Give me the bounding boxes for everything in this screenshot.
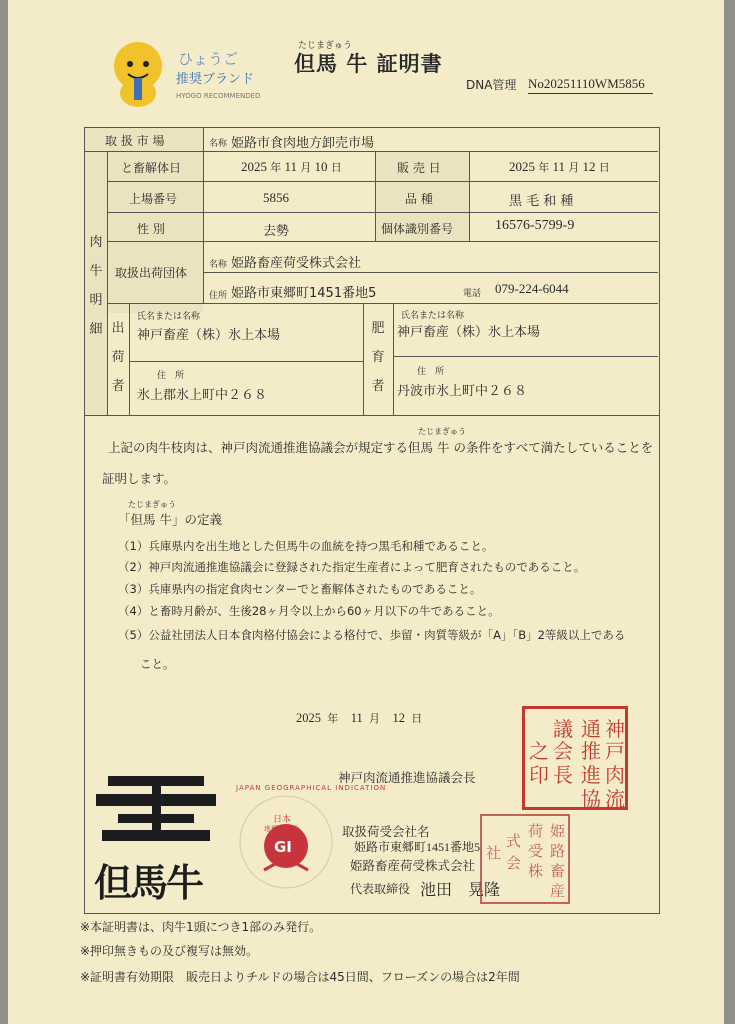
logo-text-english: HYOGO RECOMMENDED [176,92,261,100]
company-address: 姫路市東郷町1451番地5 [354,840,481,854]
lot-value: 5856 [263,190,289,205]
seal-char: 推 [581,739,601,763]
lot-label: 上場番号 [129,192,178,206]
seal-char: 神 [605,717,625,741]
seal-char: 会 [553,739,573,763]
farmer-name-caption: 氏名または名称 [401,311,465,321]
farmer-label-text: 肥育者 [371,321,385,394]
sale-day: 12 [582,159,596,174]
company-name: 姫路畜産荷受株式会社 [350,858,476,873]
seal-char: 印 [529,763,549,787]
definition-4: （4）と畜時月齢が、生後28ヶ月令以上から60ヶ月以下の牛であること。 [118,604,500,618]
seal-char: 株 [528,862,544,880]
shipper-name: 神戸畜産（株）氷上本場 [137,328,281,343]
gi-box-text-2: 地理的表示 [264,825,299,833]
org-addr-prefix: 住所 [209,291,228,301]
org-addr: 姫路市東郷町1451番地5 [231,286,377,301]
tajima-logo-text: 但馬牛 [94,861,203,905]
seal-char: 流 [605,787,625,811]
seal-char: 戸 [605,739,625,763]
sale-label: 販 売 日 [397,161,441,175]
slaughter-day: 10 [314,159,328,174]
day-unit: 日 [330,162,342,174]
farmer-name: 神戸畜産（株）氷上本場 [397,325,541,340]
month-unit: 月 [300,162,312,174]
footnote-1: ※本証明書は、肉牛1頭につき1部のみ発行。 [80,920,322,934]
shipper-name-caption: 氏名または名称 [137,312,201,322]
year-unit: 年 [270,162,282,174]
council-name: 神戸肉流通推進協議会長 [338,770,476,785]
shipper-org-label: 取扱出荷団体 [115,266,188,280]
issue-month: 11 [350,711,363,725]
logo-text-brand: 推奨ブランド [176,72,255,87]
farmer-label [371,314,385,401]
issue-year: 2025 [296,711,321,725]
day-unit: 日 [598,162,610,174]
seal-char: 議 [553,717,573,741]
page-title: 但馬 牛 証明書 [294,52,443,76]
section-label-text: 肉牛明細 [89,235,103,337]
issue-day: 12 [392,711,406,725]
gi-mark-text: GI [274,838,292,856]
hyogo-brand-logo [108,38,268,113]
company-title: 取扱荷受会社名 [342,824,430,839]
company-seal [480,814,570,904]
farmer-addr: 丹波市氷上町中２６８ [397,384,528,399]
definition-5-end: こと。 [140,657,175,671]
definition-2: （2）神戸肉流通推進協議会に登録された指定生産者によって肥育されたものであること。 [118,560,586,574]
definition-ruby: たじまぎゅう [128,500,176,509]
seal-char: 通 [581,717,601,741]
id-label: 個体識別番号 [381,222,454,236]
footnote-2: ※押印無きもの及び複写は無効。 [80,944,259,958]
definition-1: （1）兵庫県内を出生地とした但馬牛の血統を持つ黒毛和種であること。 [118,539,494,553]
slaughter-month: 11 [284,159,298,174]
farmer-addr-caption: 住 所 [417,367,445,377]
breed-value: 黒 毛 和 種 [509,194,574,209]
dna-label: DNA管理 [466,78,517,92]
gi-arc-text: JAPAN GEOGRAPHICAL INDICATION [236,784,387,792]
seal-char: 肉 [605,763,625,787]
month-unit: 月 [568,162,580,174]
sale-month: 11 [552,159,566,174]
certification-text-end: 証明します。 [102,471,177,486]
market-value: 姫路市食肉地方卸売市場 [231,136,375,151]
council-seal [522,706,628,810]
shipper-addr: 氷上郡氷上町中２６８ [137,388,268,403]
seal-char: 荷 [528,822,544,840]
shipper-label [111,314,125,401]
gi-box-text-1: 日本 [273,815,292,825]
title-ruby: たじまぎゅう [298,41,353,51]
slaughter-label: と畜解体日 [121,161,182,175]
rep-name: 池田 晃隆 [420,880,501,899]
seal-char: 畜 [550,862,566,880]
market-label: 取 扱 市 場 [105,134,165,148]
seal-char: 産 [550,882,566,900]
section-label [89,228,103,344]
rep-title: 代表取締役 [350,882,411,896]
issue-date [296,710,422,726]
mascot-icon [108,38,168,108]
seal-char: 長 [553,763,573,787]
footnote-3: ※証明書有効期限 販売日よりチルドの場合は45日間、フローズンの場合は2年間 [80,970,520,984]
logo-text-hyogo: ひょうご [178,50,239,68]
sex-value: 去勢 [263,224,290,239]
seal-char: 之 [529,739,549,763]
day-unit: 日 [411,713,423,725]
certification-text: 上記の肉牛枝肉は、神戸肉流通推進協議会が規定する但馬 牛 の条件をすべて満たしていることを [108,440,654,455]
sex-label: 性 別 [137,222,165,236]
para-ruby: たじまぎゅう [418,427,466,436]
org-tel-prefix: 電話 [463,289,482,299]
sale-date [509,159,610,175]
breed-label: 品 種 [405,192,433,206]
slaughter-year: 2025 [241,159,267,174]
cattle-details-table [84,127,660,416]
shipper-addr-caption: 住 所 [157,371,185,381]
definition-title: 「但馬 牛」の定義 [118,512,222,527]
seal-char: 会 [506,854,522,872]
slaughter-date [241,159,342,175]
seal-char: 路 [550,842,566,860]
market-name-prefix: 名称 [209,139,228,149]
seal-char: 進 [581,763,601,787]
sale-year: 2025 [509,159,535,174]
seal-char: 受 [528,842,544,860]
id-value: 16576-5799-9 [495,218,575,233]
org-tel: 079-224-6044 [495,281,569,296]
shipper-label-text: 出荷者 [111,321,125,394]
month-unit: 月 [369,713,381,725]
definition-3: （3）兵庫県内の指定食肉センターでと畜解体されたものであること。 [118,582,482,596]
org-name-prefix: 名称 [209,260,228,270]
year-unit: 年 [538,162,550,174]
dna-number: No20251110WM5856 [528,76,653,94]
definition-5: （5）公益社団法人日本食肉格付協会による格付で、歩留・肉質等級が「A」「B」2等級以上である [118,628,626,642]
seal-char: 社 [486,844,502,862]
seal-char: 式 [506,832,522,850]
seal-char: 姫 [550,822,566,840]
org-name: 姫路畜産荷受株式会社 [231,256,362,271]
year-unit: 年 [327,713,339,725]
seal-char: 協 [581,787,601,811]
